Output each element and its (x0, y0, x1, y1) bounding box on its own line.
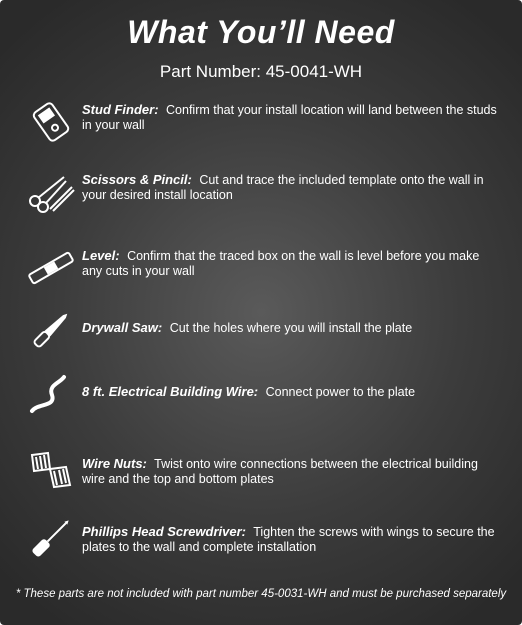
item-drywall-saw (24, 308, 500, 352)
item-stud-finder (24, 100, 500, 144)
item-level (24, 246, 500, 290)
item-desc: Cut and trace the included template onto the wall in your desired install location (82, 173, 484, 202)
stud-finder-icon (24, 100, 78, 144)
footnote: * These parts are not included with part number 45-0031-WH and must be purchased separately (15, 588, 507, 600)
item-name: Level: (82, 248, 120, 263)
item-desc: Confirm that the traced box on the wall is level before you make any cuts in your wall (82, 249, 480, 278)
item-name: Wire Nuts: (82, 456, 147, 471)
screwdriver-icon (24, 516, 78, 560)
drywall-saw-icon (24, 308, 78, 352)
item-wire-nuts (24, 448, 500, 492)
level-icon (24, 246, 78, 290)
part-number: Part Number: 45-0041-WH (159, 62, 363, 81)
item-name: Scissors & Pincil: (82, 172, 192, 187)
item-name: Phillips Head Screwdriver: (82, 524, 247, 539)
item-wire (24, 372, 500, 416)
item-desc: Twist onto wire connections between the electrical building wire and the top and bottom plates (82, 457, 478, 486)
item-desc: Confirm that your install location will land between the studs in your wall (82, 103, 497, 132)
item-name: Drywall Saw: (82, 320, 163, 335)
item-desc: Tighten the screws with wings to secure the plates to the wall and complete installation (82, 525, 495, 554)
item-desc: Connect power to the plate (265, 385, 416, 399)
page-title: What You’ll Need (127, 14, 395, 50)
scissors-pencil-icon (24, 170, 78, 214)
item-name: Stud Finder: (82, 102, 159, 117)
item-screwdriver (24, 516, 500, 560)
item-scissors-pencil (24, 170, 500, 214)
item-name: 8 ft. Electrical Building Wire: (82, 384, 259, 399)
wire-icon (24, 372, 78, 416)
item-desc: Cut the holes where you will install the plate (169, 321, 413, 335)
wire-nuts-icon (24, 448, 78, 492)
